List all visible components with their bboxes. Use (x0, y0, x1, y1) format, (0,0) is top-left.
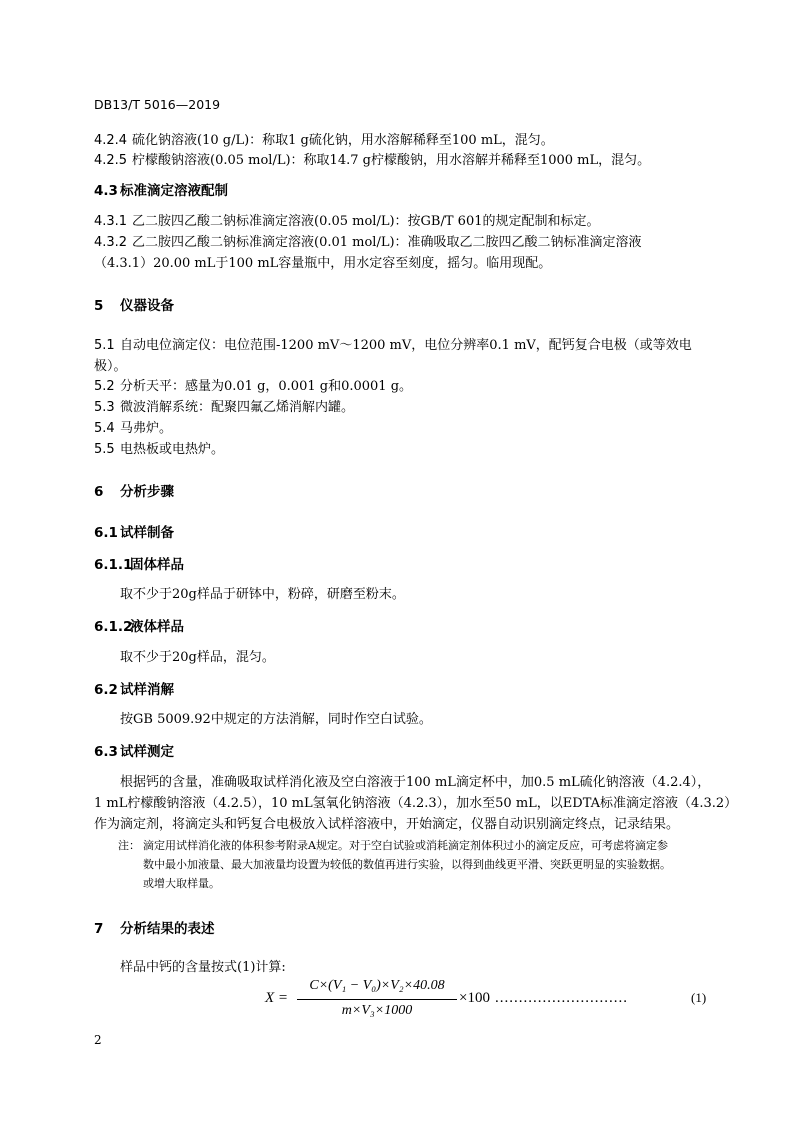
page-number: 2 (94, 1033, 102, 1047)
section-4-3-heading: 4.3 标准滴定溶液配制 (94, 183, 228, 199)
section-7-body: 样品中钙的含量按式(1)计算: (120, 960, 286, 975)
section-6-heading: 6 分析步骤 (94, 484, 174, 500)
formula-numerator: C×(V₁ − V₀)×V₂×40.08 (309, 978, 445, 993)
formula-1 (265, 975, 720, 1025)
section-6-1-heading: 6.1 试样制备 (94, 525, 174, 541)
note-line-3: 或增大取样量。 (143, 877, 220, 890)
item-5-3: 5.3 微波消解系统：配聚四氟乙烯消解内罐。 (94, 400, 355, 415)
section-6-1-1-heading: 6.1.1固体样品 (94, 557, 184, 573)
section-6-1-2-body: 取不少于20g样品，混匀。 (120, 650, 275, 665)
item-5-4: 5.4 马弗炉。 (94, 421, 173, 436)
item-4-3-2: 4.3.2 乙二胺四乙酸二钠标准滴定溶液(0.01 mol/L)：准确吸取乙二胺四乙酸二钠标准滴定溶液 (94, 235, 642, 250)
formula-lhs: X = (265, 990, 289, 1006)
formula-tail: ×100 (459, 990, 490, 1006)
note-label: 注： (118, 839, 140, 852)
document-header-id: DB13/T 5016—2019 (94, 97, 221, 112)
section-6-2-heading: 6.2 试样消解 (94, 682, 174, 698)
formula-denominator: m×V₃×1000 (341, 1003, 413, 1018)
item-5-1-continued: 极）。 (94, 359, 127, 374)
item-4-3-1: 4.3.1 乙二胺四乙酸二钠标准滴定溶液(0.05 mol/L)：按GB/T 601的规定配制和标定。 (94, 214, 600, 229)
item-5-1: 5.1 自动电位滴定仪：电位范围-1200 mV～1200 mV，电位分辨率0.1 mV，配钙复合电极（或等效电 (94, 338, 692, 353)
section-6-1-1-body: 取不少于20g样品于研钵中，粉碎，研磨至粉末。 (120, 587, 405, 602)
section-6-3-body-line-3: 作为滴定剂，将滴定头和钙复合电极放入试样溶液中，开始滴定，仪器自动识别滴定终点，记录结果。 (94, 817, 680, 832)
formula-equation-number: (1) (691, 990, 707, 1005)
note-line-2: 数中最小加液量、最大加液量均设置为较低的数值再进行实验，以得到曲线更平滑、突跃更明显的实验数据。 (143, 858, 671, 871)
item-4-3-2-continued: （4.3.1）20.00 mL于100 mL容量瓶中，用水定容至刻度，摇匀。临用现配。 (94, 256, 552, 271)
item-5-2: 5.2 分析天平：感量为0.01 g，0.001 g和0.0001 g。 (94, 379, 413, 394)
section-6-1-2-heading: 6.1.2液体样品 (94, 619, 184, 635)
item-4-2-4: 4.2.4 硫化钠溶液(10 g/L)：称取1 g硫化钠，用水溶解稀释至100 mL，混匀。 (94, 133, 554, 148)
section-6-2-body: 按GB 5009.92中规定的方法消解，同时作空白试验。 (120, 712, 432, 727)
item-4-2-5: 4.2.5 柠檬酸钠溶液(0.05 mol/L)：称取14.7 g柠檬酸钠，用水溶解并稀释至1000 mL，混匀。 (94, 153, 651, 168)
item-5-5: 5.5 电热板或电热炉。 (94, 442, 225, 457)
section-6-3-body-line-2: 1 mL柠檬酸钠溶液（4.2.5），10 mL氢氧化钠溶液（4.2.3），加水至50 mL，以EDTA标准滴定溶液（4.3.2） (94, 796, 738, 811)
formula-fraction-bar (297, 999, 457, 1000)
section-6-3-heading: 6.3 试样测定 (94, 744, 174, 760)
section-6-3-body-line-1: 根据钙的含量，准确吸取试样消化液及空白溶液于100 mL滴定杯中，加0.5 mL硫化钠溶液（4.2.4）， (120, 775, 711, 790)
formula-dot-leader: ............................ (495, 990, 628, 1006)
note-line-1: 滴定用试样消化液的体积参考附录A规定。对于空白试验或消耗滴定剂体积过小的滴定反应，可考虑将滴定参 (143, 839, 668, 852)
section-5-heading: 5 仪器设备 (94, 298, 174, 314)
section-7-heading: 7 分析结果的表述 (94, 921, 215, 937)
